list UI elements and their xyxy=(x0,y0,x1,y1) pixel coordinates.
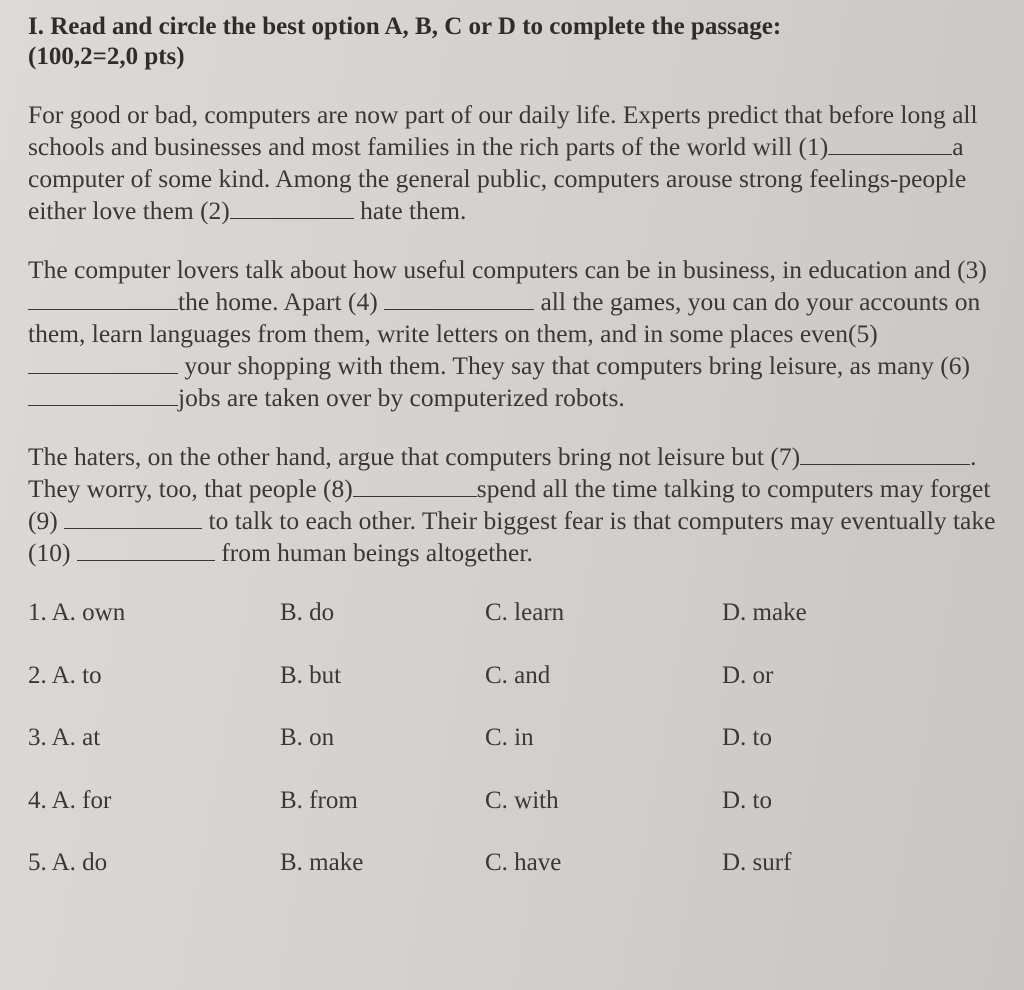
worksheet-page xyxy=(28,12,1003,912)
p3-text-3: spend all the time talking to computers may forget (9) xyxy=(28,474,991,535)
option-3b[interactable]: B. on xyxy=(280,724,335,751)
answer-options xyxy=(28,599,1003,912)
p3-text-5: from human beings altogether. xyxy=(214,538,533,567)
question-row-2 xyxy=(28,662,1003,725)
passage-paragraph-3 xyxy=(28,441,1003,569)
option-5d[interactable]: D. surf xyxy=(722,849,792,876)
blank-3[interactable] xyxy=(28,287,178,310)
p1-text-1: For good or bad, computers are now part of our daily life. Experts predict that before long all schools and businesses and most families in the rich parts of the world will (1) xyxy=(28,100,978,161)
option-3c[interactable]: C. in xyxy=(485,724,534,751)
instruction-heading xyxy=(28,12,1003,72)
option-2d[interactable]: D. or xyxy=(722,661,774,689)
p1-text-2: a computer of some kind. Among the general public, computers arouse strong feelings-people either love them (2) xyxy=(28,132,967,225)
blank-7[interactable] xyxy=(800,442,970,465)
p3-text-1: The haters, on the other hand, argue that computers bring not leisure but (7) xyxy=(28,442,801,471)
p2-text-2: the home. Apart (4) xyxy=(178,287,385,316)
question-row-3 xyxy=(28,724,1003,787)
p3-text-2: . They worry, too, that people (8) xyxy=(28,442,977,503)
option-4a[interactable]: 4. A. for xyxy=(28,786,112,814)
question-row-5 xyxy=(28,849,1003,912)
p2-text-3: all the games, you can do your accounts on them, learn languages from them, write letters on them, and in some places even(5) xyxy=(28,287,981,348)
option-4b[interactable]: B. from xyxy=(280,786,358,814)
passage-paragraph-1 xyxy=(28,99,1003,227)
p2-text-1: The computer lovers talk about how useful computers can be in business, in education and (3) xyxy=(28,255,987,284)
blank-1[interactable] xyxy=(828,132,952,155)
blank-4[interactable] xyxy=(384,287,534,310)
p2-text-5: jobs are taken over by computerized robots. xyxy=(178,383,625,412)
blank-6[interactable] xyxy=(28,383,178,406)
p3-text-4: to talk to each other. Their biggest fear is that computers may eventually take (10) xyxy=(28,506,996,567)
option-5c[interactable]: C. have xyxy=(485,849,562,876)
option-2c[interactable]: C. and xyxy=(485,661,551,689)
question-row-1 xyxy=(28,599,1003,662)
option-5a[interactable]: 5. A. do xyxy=(28,849,108,876)
blank-5[interactable] xyxy=(28,351,178,374)
p1-text-3: hate them. xyxy=(353,196,467,225)
option-1d[interactable]: D. make xyxy=(722,599,807,626)
question-row-4 xyxy=(28,787,1003,850)
option-5b[interactable]: B. make xyxy=(280,849,364,876)
p2-text-4: your shopping with them. They say that computers bring leisure, as many (6) xyxy=(178,351,971,380)
blank-2[interactable] xyxy=(230,196,354,219)
passage-paragraph-2 xyxy=(28,254,1003,414)
option-1b[interactable]: B. do xyxy=(280,599,335,626)
option-1c[interactable]: C. learn xyxy=(485,599,565,626)
instruction-points: (100,2=2,0 pts) xyxy=(28,43,185,70)
option-4d[interactable]: D. to xyxy=(722,786,772,814)
instruction-line-1: I. Read and circle the best option A, B, C or D to complete the passage: xyxy=(28,13,782,40)
option-1a[interactable]: 1. A. own xyxy=(28,599,126,626)
option-4c[interactable]: C. with xyxy=(485,786,559,814)
option-2b[interactable]: B. but xyxy=(280,661,342,689)
blank-8[interactable] xyxy=(353,474,477,497)
option-3a[interactable]: 3. A. at xyxy=(28,724,101,751)
option-2a[interactable]: 2. A. to xyxy=(28,661,102,689)
blank-9[interactable] xyxy=(64,506,202,529)
option-3d[interactable]: D. to xyxy=(722,724,772,751)
blank-10[interactable] xyxy=(77,538,215,561)
